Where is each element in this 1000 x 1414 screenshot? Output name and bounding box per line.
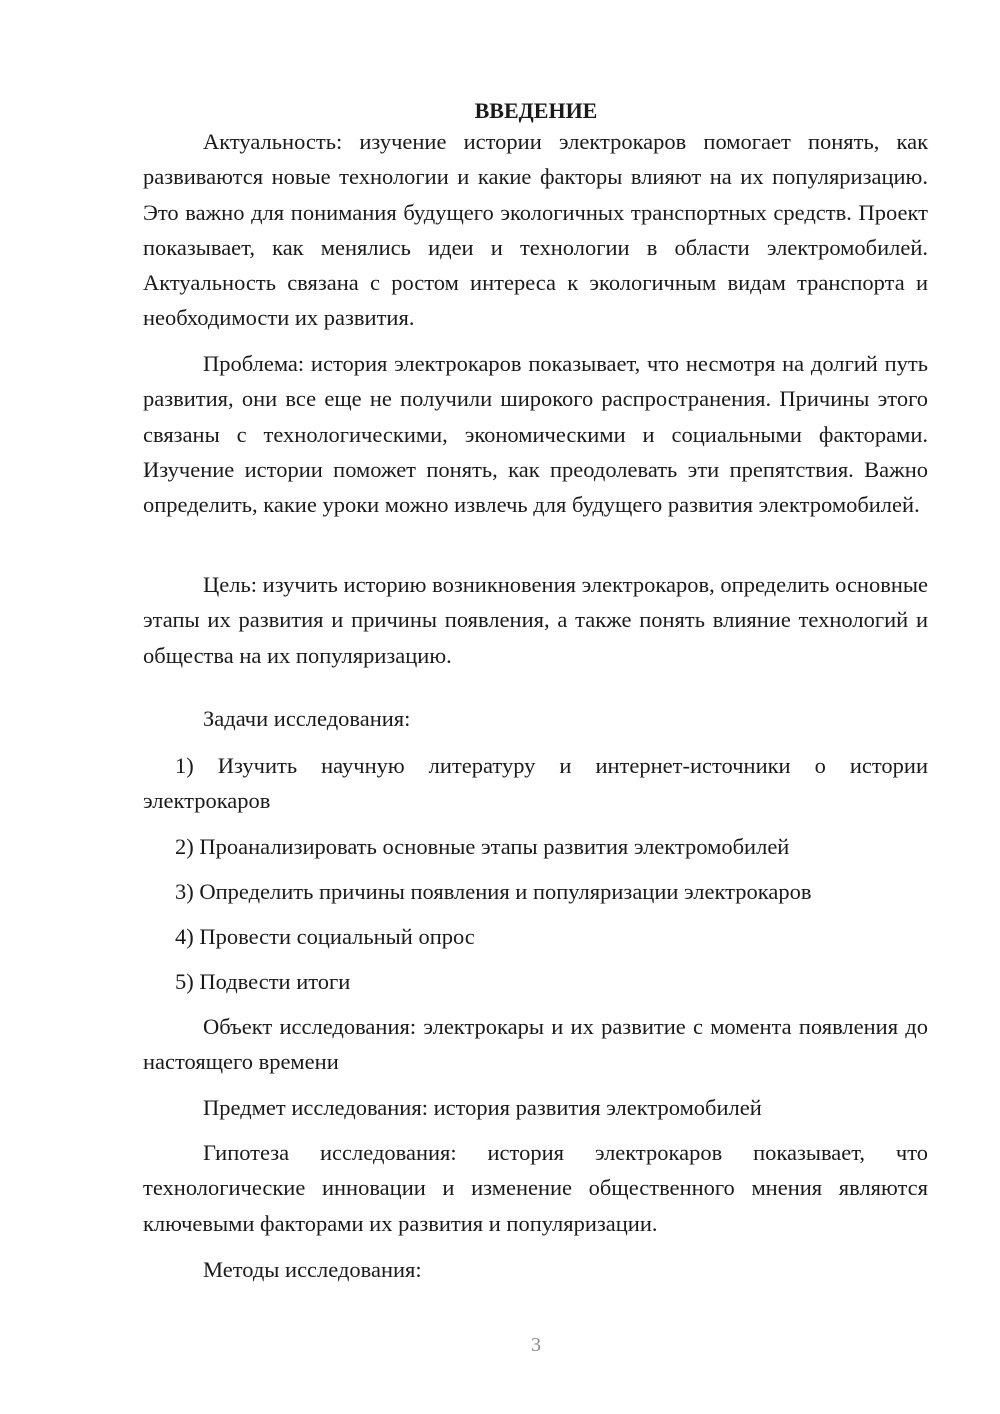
methods-heading: Методы исследования: bbox=[203, 1257, 422, 1282]
object-paragraph: Объект исследования: электрокары и их развитие с момента появления до настоящего времени bbox=[143, 1014, 928, 1075]
task-item-2: 2) Проанализировать основные этапы развития электромобилей bbox=[175, 834, 790, 859]
task-item-1: 1) Изучить научную литературу и интернет-источники о истории электрокаров bbox=[143, 753, 928, 814]
page-number: 3 bbox=[531, 1334, 541, 1356]
subject-line: Предмет исследования: история развития электромобилей bbox=[203, 1095, 762, 1120]
problem-paragraph: Проблема: история электрокаров показывает, что несмотря на долгий путь развития, они все еще не получили широкого распространения. Причины этого связаны с технологическими, экономическими и социальными факторами. Изучение истории поможет понять, как преодолевать эти препятствия. Важно определить, какие уроки можно извлечь для будущего развития электромобилей. bbox=[143, 351, 928, 518]
goal-paragraph: Цель: изучить историю возникновения электрокаров, определить основные этапы их развития и причины появления, а также понять влияние технологий и общества на их популяризацию. bbox=[143, 572, 928, 668]
tasks-heading: Задачи исследования: bbox=[203, 706, 411, 731]
relevance-paragraph: Актуальность: изучение истории электрокаров помогает понять, как развиваются новые технологии и какие факторы влияют на их популяризацию. Это важно для понимания будущего экологичных транспортных средств. Проект показывает, как менялись идеи и технологии в области электромобилей. Актуальность связана с ростом интереса к экологичным видам транспорта и необходимости их развития. bbox=[143, 129, 928, 331]
hypothesis-paragraph: Гипотеза исследования: история электрокаров показывает, что технологические инновации и изменение общественного мнения являются ключевыми факторами их развития и популяризации. bbox=[143, 1140, 928, 1236]
task-item-3: 3) Определить причины появления и популяризации электрокаров bbox=[175, 879, 812, 904]
task-item-5: 5) Подвести итоги bbox=[175, 969, 351, 994]
task-item-4: 4) Провести социальный опрос bbox=[175, 924, 475, 949]
section-title: ВВЕДЕНИЕ bbox=[474, 98, 598, 123]
